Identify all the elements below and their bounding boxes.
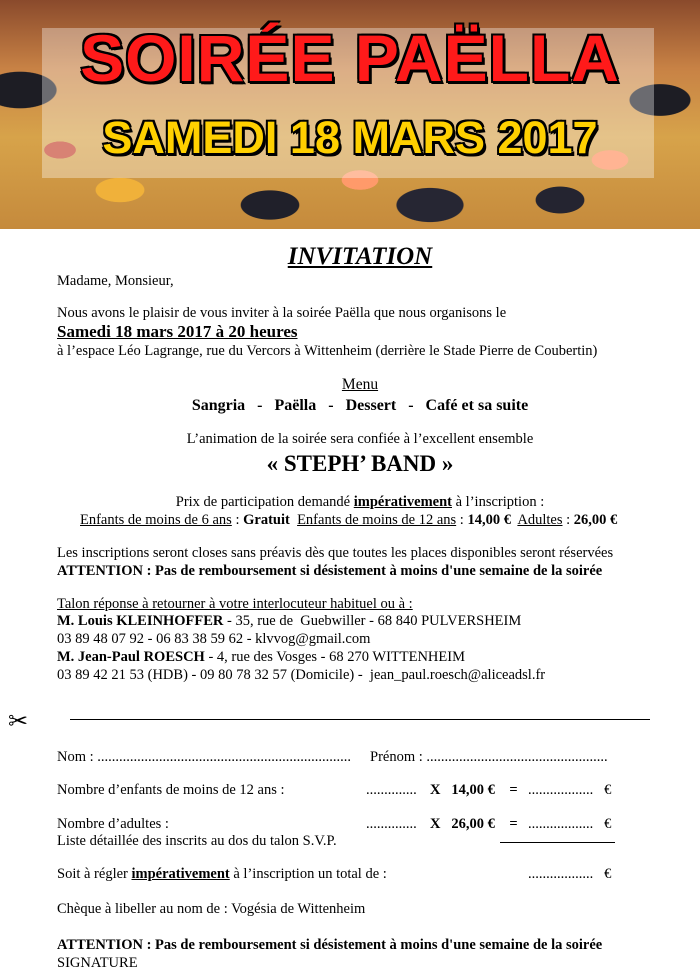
invitation-heading: INVITATION (287, 243, 433, 270)
contact-2: M. Jean-Paul ROESCH - 4, rue des Vosges - 68 270 WITTENHEIM (57, 649, 465, 665)
price-tier-under6: Enfants de moins de 6 ans (80, 512, 232, 528)
adults-count-label: Nombre d’adultes : (57, 816, 169, 832)
signature-label: SIGNATURE (57, 955, 138, 971)
cut-line (70, 719, 650, 720)
name-field: Nom : ...................................................................... (57, 749, 352, 765)
pricing-intro: Prix de participation demandé impérativement à l’inscription : (175, 494, 545, 510)
adults-count-field: .............. (366, 816, 417, 832)
scissors-icon: ✂ (8, 709, 29, 735)
event-date-time: Samedi 18 mars 2017 à 20 heures (57, 322, 298, 341)
menu-label: Menu (341, 376, 379, 393)
contacts-intro: Talon réponse à retourner à votre interlocuteur habituel ou à : (57, 596, 413, 612)
cheque-note: Chèque à libeller au nom de : Vogésia de Wittenheim (57, 901, 366, 917)
band-name: « STEPH’ BAND » (266, 451, 454, 476)
total-label: Soit à régler impérativement à l’inscription un total de : (57, 866, 387, 882)
list-note: Liste détaillée des inscrits au dos du talon S.V.P. (57, 833, 337, 849)
refund-warning: ATTENTION : Pas de remboursement si désistement à moins d'une semaine de la soirée (57, 563, 603, 579)
pricing-tiers: Enfants de moins de 6 ans : Gratuit Enfants de moins de 12 ans : 14,00 € Adultes : 26,00 € (80, 512, 618, 528)
intro-text: Nous avons le plaisir de vous inviter à la soirée Paëlla que nous organisons le (57, 305, 507, 321)
banner-title: SOIRÉE PAËLLA (80, 21, 620, 95)
banner-image (0, 0, 700, 229)
price-tier-adults: Adultes (517, 512, 563, 528)
closing-notice: Les inscriptions seront closes sans préavis dès que toutes les places disponibles seront réservées (57, 545, 614, 561)
contact-1: M. Louis KLEINHOFFER - 35, rue de Guebwiller - 68 840 PULVERSHEIM (57, 613, 522, 629)
children-total-field: .................. € (528, 782, 612, 798)
entertainment-text: L’animation de la soirée sera confiée à l’excellent ensemble (186, 431, 534, 447)
adults-total-field: .................. € (528, 816, 612, 832)
children-count-label: Nombre d’enfants de moins de 12 ans : (57, 782, 285, 798)
total-field: .................. € (528, 866, 612, 882)
venue-text: à l’espace Léo Lagrange, rue du Vercors à Wittenheim (derrière le Stade Pierre de Coubertin) (57, 343, 598, 359)
adults-price: X 26,00 € = (430, 816, 518, 832)
children-count-field: .............. (366, 782, 417, 798)
contact-1-phone: 03 89 48 07 92 - 06 83 38 59 62 - klvvog@gmail.com (57, 631, 371, 647)
firstname-field: Prénom : .................................................. (370, 749, 608, 765)
greeting: Madame, Monsieur, (57, 273, 174, 289)
menu-items: Sangria - Paëlla - Dessert - Café et sa suite (191, 397, 529, 414)
subtotal-line (500, 842, 615, 843)
form-refund-warning: ATTENTION : Pas de remboursement si désistement à moins d'une semaine de la soirée (57, 937, 603, 953)
children-price: X 14,00 € = (430, 782, 518, 798)
contact-2-phone: 03 89 42 21 53 (HDB) - 09 80 78 32 57 (Domicile) - jean_paul.roesch@aliceadsl.fr (57, 667, 546, 683)
banner-date: SAMEDI 18 MARS 2017 (102, 112, 598, 163)
price-tier-under12: Enfants de moins de 12 ans (297, 512, 457, 528)
